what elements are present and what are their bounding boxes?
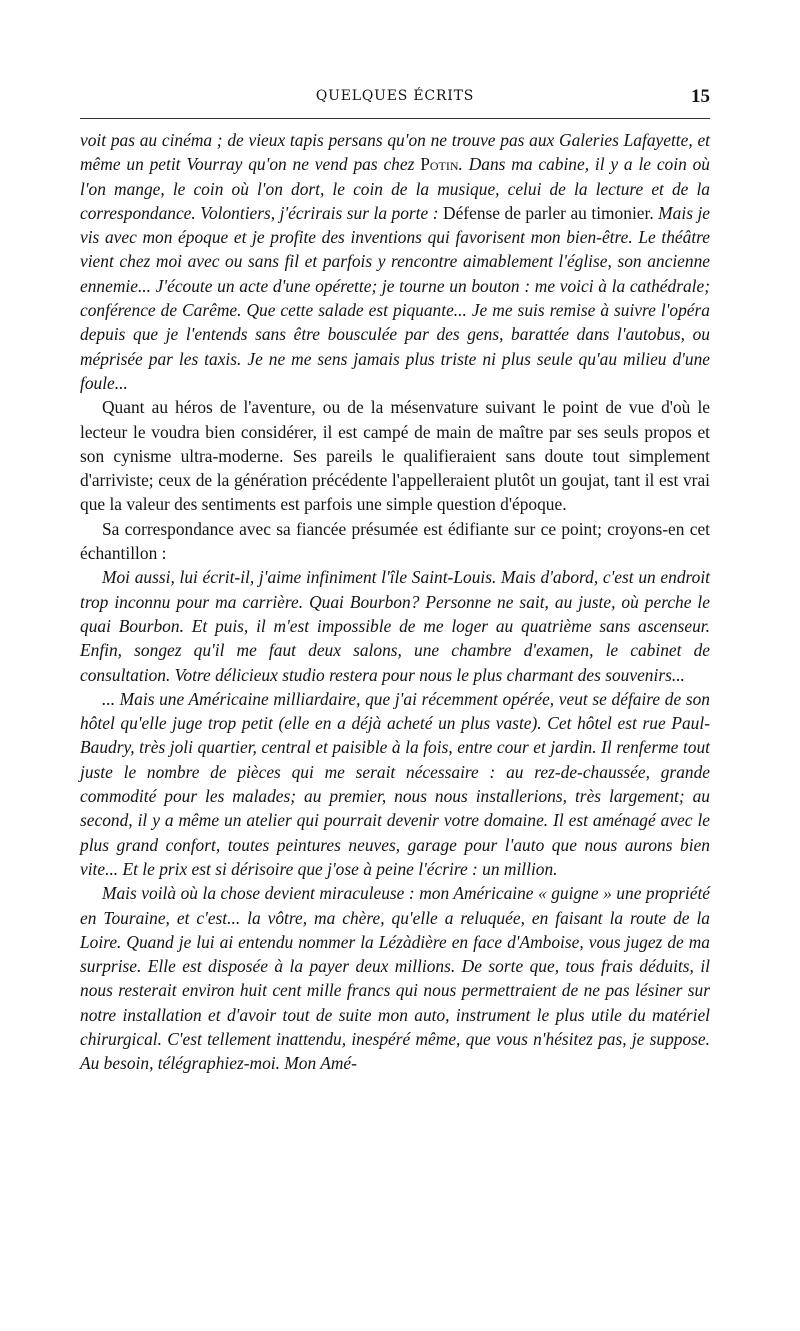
store-name: Potin <box>420 154 459 175</box>
page-body <box>80 128 710 1076</box>
paragraph-text: . Dans ma cabine, il y a le coin où l'on mange, le coin où l'on dort, le coin de la musique, celui de la lecture et de la correspondance. Volontiers, j'écrirais sur la porte : <box>80 154 710 223</box>
door-sign-text: Défense de parler au timonier. <box>443 202 654 223</box>
letter-excerpt-3: Mais voilà où la chose devient miraculeuse : mon Américaine « guigne » une propriété en Touraine, et c'est... la vôtre, ma chère, qu'elle a reluquée, en faisant la route de la Loire. Quand je lui ai entendu nommer la Lézàdière en face d'Amboise, vous jugez de ma surprise. Elle est disposée à la payer deux millions. De sorte que, tous frais déduits, il nous resterait environ huit cent mille francs qui nous permettraient de ne pas lésiner sur notre installation et d'avoir tout de suite mon auto, instrument le plus utile du matériel chirurgical. C'est tellement inattendu, inespéré même, que vous n'hésitez pas, je suppose. Au besoin, télégraphiez-moi. Mon Amé- <box>80 883 710 1074</box>
paragraph-correspondence: Sa correspondance avec sa fiancée présumée est édifiante sur ce point; croyons-en cet échantillon : <box>80 518 710 564</box>
paragraph-text: Mais je vis avec mon époque et je profite des inventions qui favorisent mon bien-être. Le théâtre vient chez moi avec ou sans fil et parfois y rencontre aimablement l'église, son ancienne ennemie... J'écoute un acte d'une opérette; je tourne un bouton : me voici à la cathédrale; conférence de Carême. Que cette salade est piquante... Je me suis remise à suivre l'opéra depuis que je l'entends sans être bousculée par des gens, barattée dans l'autobus, ou méprisée par les taxis. Je ne me sens jamais plus triste ni plus seule qu'au milieu d'une foule... <box>80 202 711 393</box>
letter-excerpt-2: ... Mais une Américaine milliardaire, que j'ai récemment opérée, veut se défaire de son hôtel qu'elle juge trop petit (elle en a déjà acheté un plus vaste). Cet hôtel est rue Paul-Baudry, très joli quartier, central et paisible à la fois, entre cour et jardin. Il renferme tout juste le nombre de pièces qui me serait nécessaire : au rez-de-chaussée, grande commodité pour les malades; au premier, nous nous installerions, très largement; au second, il y a même un atelier qui pourrait devenir votre domaine. Il est aménagé avec le plus grand confort, toutes peintures neuves, garage pour l'auto que nous aurons bien vite... Et le prix est si dérisoire que j'ose à peine l'écrire : un million. <box>80 688 710 879</box>
paragraph-continuation <box>80 128 710 395</box>
header-rule <box>80 118 710 119</box>
page-number: 15 <box>691 86 710 107</box>
running-title: QUELQUES ÉCRITS <box>315 88 475 104</box>
paragraph-hero: Quant au héros de l'aventure, ou de la mésenvature suivant le point de vue d'où le lecteur le voudra bien considérer, il est campé de main de maître par ses seuls propos et son cynisme ultra-moderne. Ses pareils le qualifieraient sans doute tout simplement d'arriviste; ceux de la génération précédente l'appelleraient plutôt un goujat, tant il est vrai que la valeur des sentiments est parfois une simple question d'époque. <box>80 397 710 515</box>
page-header <box>80 88 710 110</box>
paragraph-text: voit pas au cinéma ; de vieux tapis persans qu'on ne trouve pas aux Galeries Lafayette, et même un petit Vourray qu'on ne vend pas chez <box>80 130 710 175</box>
letter-excerpt-1: Moi aussi, lui écrit-il, j'aime infiniment l'île Saint-Louis. Mais d'abord, c'est un endroit trop inconnu pour ma carrière. Quai Bourbon? Personne ne sait, au juste, où perche le quai Bourbon. Et puis, il m'est impossible de me loger au quatrième sans ascenseur. Enfin, songez qu'il me faut deux salons, une chambre d'examen, le cabinet de consultation. Votre délicieux studio restera pour nous le plus charmant des souvenirs... <box>80 567 710 685</box>
